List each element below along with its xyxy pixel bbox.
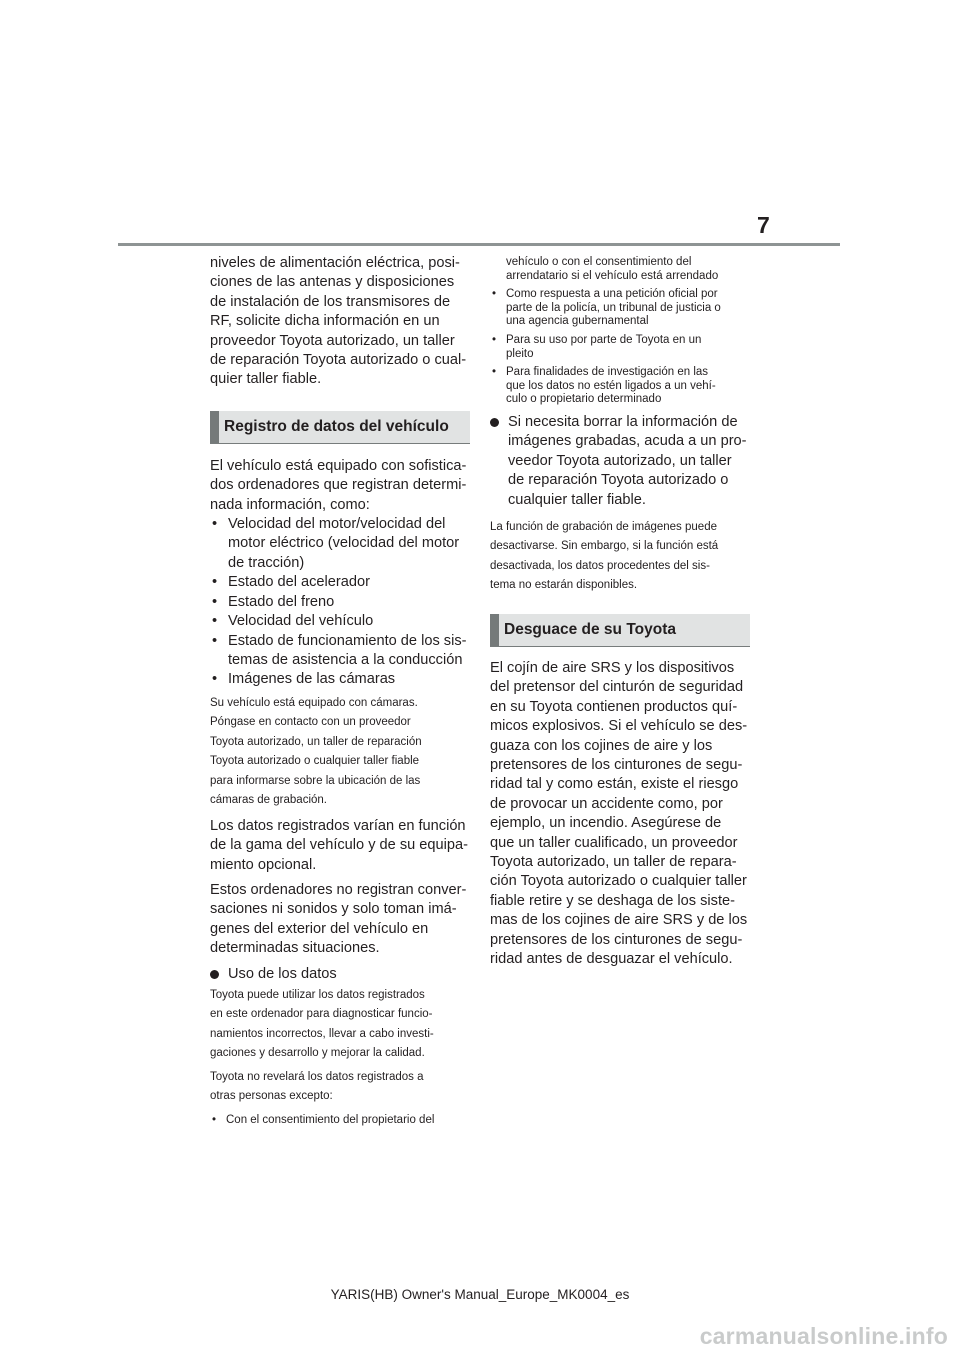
section-header-vehicle-data (210, 411, 470, 444)
bullet-mark: • (492, 288, 497, 301)
data-recording-paragraph: El vehículo está equipado con sofistica- dos ordenadores que registran determi- nada información, como: (210, 457, 467, 513)
page-number: 7 (757, 212, 770, 238)
list-item: • Estado de funcionamiento de los sis- temas de asistencia a la conducción (212, 632, 467, 668)
scrapping-paragraph: El cojín de aire SRS y los dispositivos del pretensor del cinturón de seguridad en su Toyota contienen productos quí- micos explosivos. Si el vehículo se des- guaza con los cojines de aire y los pretensores de los cinturones de segu- ridad tal y como están, existe el riesgo de provocar un accidente como, por ejemplo, un incendio. Asegúrese de que un taller cualificado, un proveedor Toyota autorizado, un taller de repara- ción Toyota autorizado o cualquier taller fiable retire y se deshaga de los siste- mas de los cojines de aire SRS y de los pretensores de los cinturones de segu- ridad antes de desguazar el vehículo. (490, 659, 748, 968)
header-rule (118, 243, 840, 246)
data-use-heading: Uso de los datos (210, 965, 470, 984)
no-audio-paragraph: Estos ordenadores no registran conver- saciones ni sonidos y solo toman imá- genes del exterior del vehículo en determinadas situaciones. (210, 881, 467, 957)
bullet-mark: • (492, 333, 497, 346)
list-item: • Estado del acelerador (210, 573, 470, 592)
bullet-mark: • (212, 632, 218, 649)
consent-continuation: vehículo o con el consentimiento del arrendatario si el vehículo está arrendado (506, 256, 719, 282)
list-item: • Para finalidades de investigación en las que los datos no estén ligados a un vehí- culo o propietario determinado (492, 366, 716, 406)
bullet-dot-icon (210, 970, 219, 979)
recorded-data-list (210, 515, 470, 690)
section-header-scrapping (490, 614, 750, 647)
disclosure-list-continued (490, 288, 750, 407)
list-item: • Velocidad del vehículo (210, 612, 470, 631)
bullet-dot-icon (490, 418, 499, 427)
list-item: • Estado del freno (210, 593, 470, 612)
recording-disable-note: La función de grabación de imágenes puede desactivarse. Sin embargo, si la función está desactivada, los datos procedentes del sis- tema no estarán disponibles. (490, 520, 719, 592)
bullet-mark: • (212, 516, 218, 533)
right-column (490, 254, 750, 969)
list-item: • Velocidad del motor/velocidad del motor eléctrico (velocidad del motor de tracción) (212, 516, 460, 571)
section-title: Desguace de su Toyota (504, 620, 676, 638)
disclosure-list (210, 1111, 470, 1131)
bullet-mark: • (212, 1113, 217, 1126)
list-item: • Imágenes de las cámaras (210, 670, 470, 689)
data-use-note: Toyota puede utilizar los datos registrados en este ordenador para diagnosticar funcio- namientos incorrectos, llevar a cabo investi- gaciones y desarrollo y mejorar la calidad. (210, 988, 434, 1060)
footer-manual-id: YARIS(HB) Owner's Manual_Europe_MK0004_es (330, 1287, 630, 1302)
left-column (210, 254, 470, 1130)
list-item: • Como respuesta a una petición oficial por parte de la policía, un tribunal de justicia o una agencia gubernamental (492, 288, 721, 328)
data-varies-paragraph: Los datos registrados varían en función de la gama del vehículo y de su equipa- miento opcional. (210, 817, 468, 873)
camera-note: Su vehículo está equipado con cámaras. Póngase en contacto con un proveedor Toyota autorizado, un taller de reparación Toyota autorizado o cualquier taller fiable para informarse sobre la ubicación de las cámaras de grabación. (210, 696, 422, 807)
list-item: • Para su uso por parte de Toyota en un pleito (492, 333, 702, 360)
bullet-mark: • (212, 671, 218, 688)
bullet-mark: • (212, 613, 218, 630)
list-item: • Con el consentimiento del propietario del (210, 1111, 470, 1131)
bullet-mark: • (212, 574, 218, 591)
bullet-mark: • (492, 366, 497, 379)
bullet-mark: • (212, 593, 218, 610)
section-title: Registro de datos del vehículo (224, 417, 449, 435)
erase-images-point: Si necesita borrar la información de imágenes grabadas, acuda a un pro- veedor Toyota autorizado, un taller de reparación Toyota autorizado o cualquier taller fiable. (490, 413, 750, 510)
disclosure-note: Toyota no revelará los datos registrados a otras personas excepto: (210, 1070, 424, 1103)
intro-paragraph: niveles de alimentación eléctrica, posi- ciones de las antenas y disposiciones de instalación de los transmisores de RF, solicite dicha información en un proveedor Toyota autorizado, un taller de reparación Toyota autorizado o cual- quier taller fiable. (210, 255, 467, 388)
watermark: carmanualsonline.info (699, 1323, 948, 1349)
